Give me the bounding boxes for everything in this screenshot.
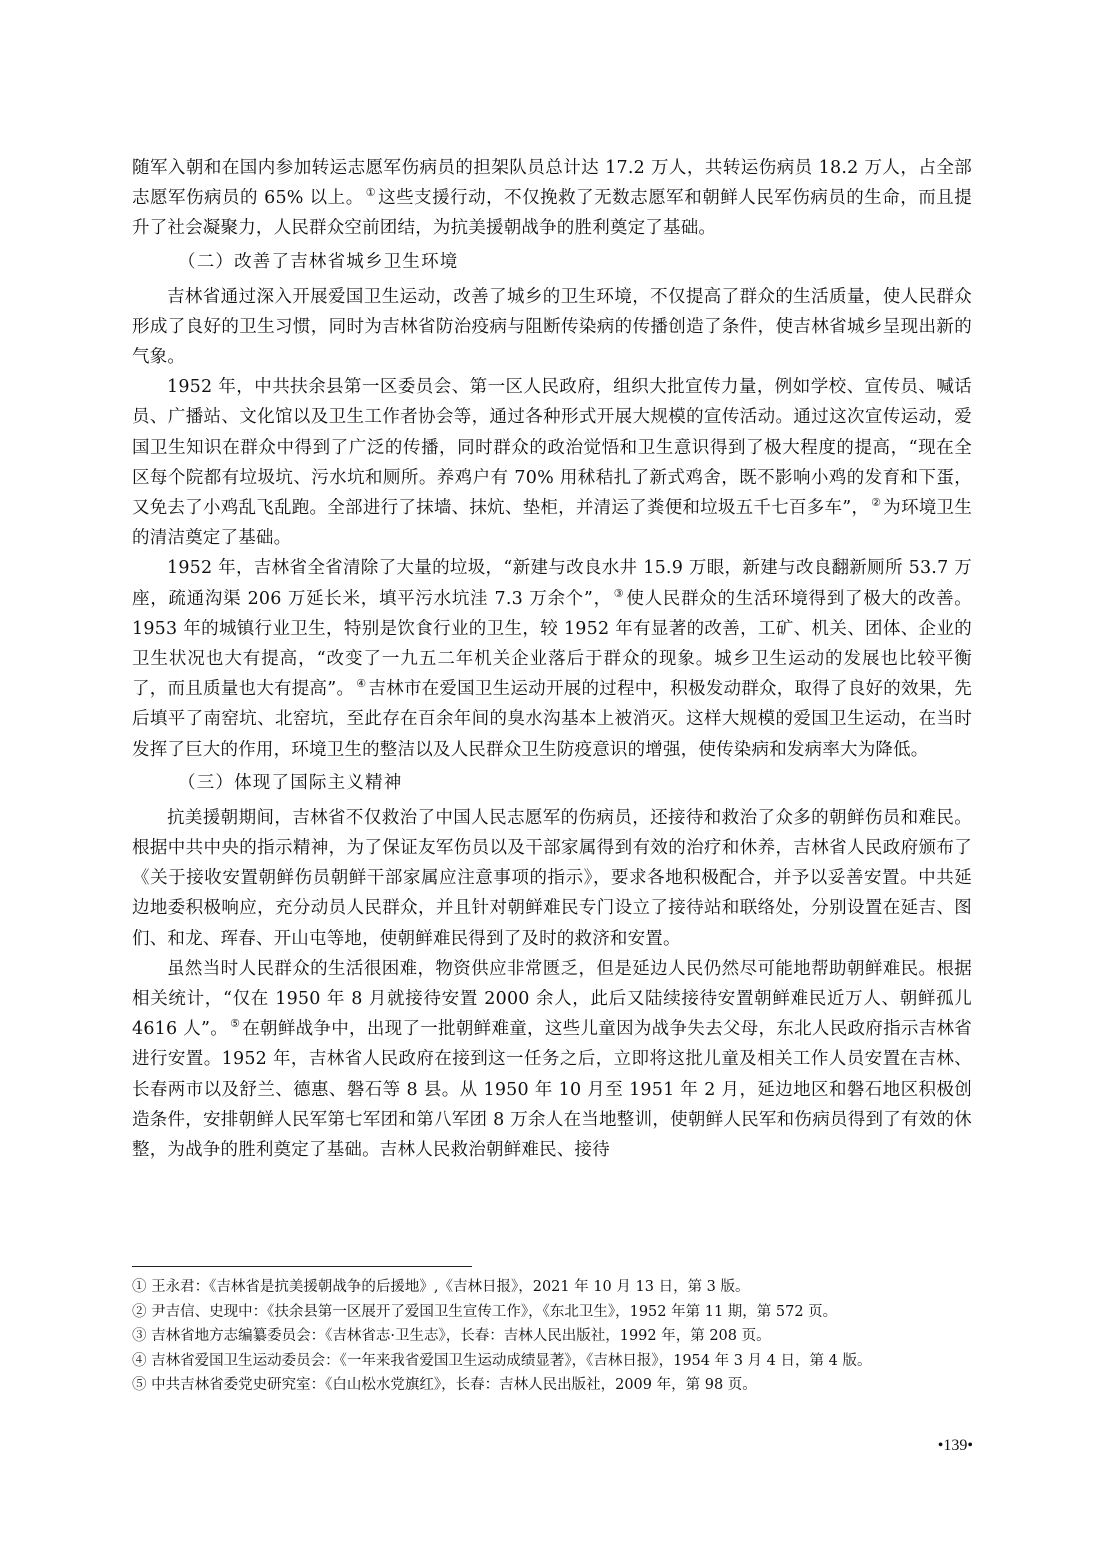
footnote-3: ③ 吉林省地方志编纂委员会：《吉林省志·卫生志》，长春：吉林人民出版社，1992 年，第 208 页。 (132, 1328, 771, 1344)
footnotes (132, 1275, 982, 1398)
page-number: •139• (937, 1437, 973, 1454)
footnote-5: ⑤ 中共吉林省委党史研究室：《白山松水党旗红》，长春：吉林人民出版社，2009 年，第 98 页。 (132, 1377, 757, 1393)
paragraph-continued (132, 153, 972, 244)
footnote-ref-4[interactable]: ④ (356, 677, 367, 691)
footnote-2: ② 尹吉信、史现中：《扶余县第一区展开了爱国卫生宣传工作》，《东北卫生》，1952 年第 11 期，第 572 页。 (132, 1303, 838, 1320)
footnote-1: ① 王永君：《吉林省是抗美援朝战争的后援地》,《吉林日报》，2021 年 10 月 13 日，第 3 版。 (132, 1279, 750, 1295)
section-heading-3: （三）体现了国际主义精神 (178, 772, 403, 793)
body-text (132, 153, 972, 1165)
paragraph: 抗美援朝期间，吉林省不仅救治了中国人民志愿军的伤病员，还接待和救治了众多的朝鲜伤员和难民。根据中共中央的指示精神，为了保证友军伤员以及干部家属得到有效的治疗和休养，吉林省人民政府颁布了《关于接收安置朝鲜伤员朝鲜干部家属应注意事项的指示》，要求各地积极配合，并予以妥善安置。中共延边地委积极响应，充分动员人民群众，并且针对朝鲜难民专门设立了接待站和联络处，分别设置在延吉、图们、和龙、珲春、开山屯等地，使朝鲜难民得到了及时的救济和安置。 (132, 807, 972, 949)
footnote-4: ④ 吉林省爱国卫生运动委员会：《一年来我省爱国卫生运动成绩显著》，《吉林日报》，1954 年 3 月 4 日，第 4 版。 (132, 1352, 872, 1369)
footnote-divider (132, 1266, 472, 1267)
paragraph-text: 吉林市在爱国卫生运动开展的过程中，积极发动群众，取得了良好的效果，先后填平了南窑坑、北窑坑，至此存在百余年间的臭水沟基本上被消灭。这样大规模的爱国卫生运动，在当时发挥了巨大的作用，环境卫生的整洁以及人民群众卫生防疫意识的增强，使传染病和发病率大为降低。 (132, 679, 972, 760)
paragraph-text: 随军入朝和在国内参加转运志愿军伤病员的担架队员总计达 17.2 万人，共转运伤病员 18.2 万人，占全部志愿军伤病员的 65% 以上。 (132, 158, 972, 209)
paragraph (132, 372, 972, 553)
paragraph-text: 1952 年，中共扶余县第一区委员会、第一区人民政府，组织大批宣传力量，例如学校、宣传员、喊话员、广播站、文化馆以及卫生工作者协会等，通过各种形式开展大规模的宣传活动。通过这次宣传运动，爱国卫生知识在群众中得到了广泛的传播，同时群众的政治觉悟和卫生意识得到了极大程度的提高，“现在全区每个院都有垃圾坑、污水坑和厕所。养鸡户有 70% 用秫秸扎了新式鸡舍，既不影响小鸡的发育和下蛋，又免去了小鸡乱飞乱跑。全部进行了抹墙、抹炕、垫柜，并清运了粪便和垃圾五千七百多车”， (132, 377, 972, 519)
footnote-ref-2[interactable]: ② (871, 496, 882, 510)
paragraph-text: 虽然当时人民群众的生活很困难，物资供应非常匮乏，但是延边人民仍然尽可能地帮助朝鲜难民。根据相关统计，“仅在 1950 年 8 月就接待安置 2000 余人，此后又陆续接待安置朝鲜难民近万人、朝鲜孤儿 4616 人”。 (132, 958, 972, 1040)
paragraph-text: 这些支援行动，不仅挽救了无数志愿军和朝鲜人民军伤病员的生命，而且提升了社会凝聚力，人民群众空前团结，为抗美援朝战争的胜利奠定了基础。 (132, 188, 972, 239)
paragraph: 吉林省通过深入开展爱国卫生运动，改善了城乡的卫生环境，不仅提高了群众的生活质量，使人民群众形成了良好的卫生习惯，同时为吉林省防治疫病与阻断传染病的传播创造了条件，使吉林省城乡呈现出新的气象。 (132, 286, 972, 368)
footnote-ref-5[interactable]: ⑤ (230, 1017, 241, 1031)
paragraph (132, 954, 972, 1165)
paragraph-text: 在朝鲜战争中，出现了一批朝鲜难童，这些儿童因为战争失去父母，东北人民政府指示吉林省进行安置。1952 年，吉林省人民政府在接到这一任务之后，立即将这批儿童及相关工作人员安置在吉林、长春两市以及舒兰、德惠、磐石等 8 县。从 1950 年 10 月至 1951 年 2 月，延边地区和磐石地区积极创造条件，安排朝鲜人民军第七军团和第八军团 8 万余人在当地整训，使朝鲜人民军和伤病员得到了有效的休整，为战争的胜利奠定了基础。吉林人民救治朝鲜难民、接待 (132, 1019, 973, 1161)
paragraph-text: 使人民群众的生活环境得到了极大的改善。1953 年的城镇行业卫生，特别是饮食行业的卫生，较 1952 年有显著的改善，工矿、机关、团体、企业的卫生状况也大有提高，“改变了一九五二年机关企业落后于群众的现象。城乡卫生运动的发展也比较平衡了，而且质量也大有提高”。 (132, 588, 972, 700)
section-heading-2: （二）改善了吉林省城乡卫生环境 (178, 251, 459, 272)
footnote-ref-3[interactable]: ③ (613, 586, 625, 600)
paragraph-text: 1952 年，吉林省全省清除了大量的垃圾，“新建与改良水井 15.9 万眼，新建与改良翻新厕所 53.7 万座，疏通沟渠 206 万延长米，填平污水坑洼 7.3 万余个”， (132, 558, 972, 609)
paragraph (132, 553, 972, 764)
paragraph-text: 为环境卫生的清洁奠定了基础。 (132, 498, 973, 549)
footnote-ref-1[interactable]: ① (365, 186, 377, 200)
